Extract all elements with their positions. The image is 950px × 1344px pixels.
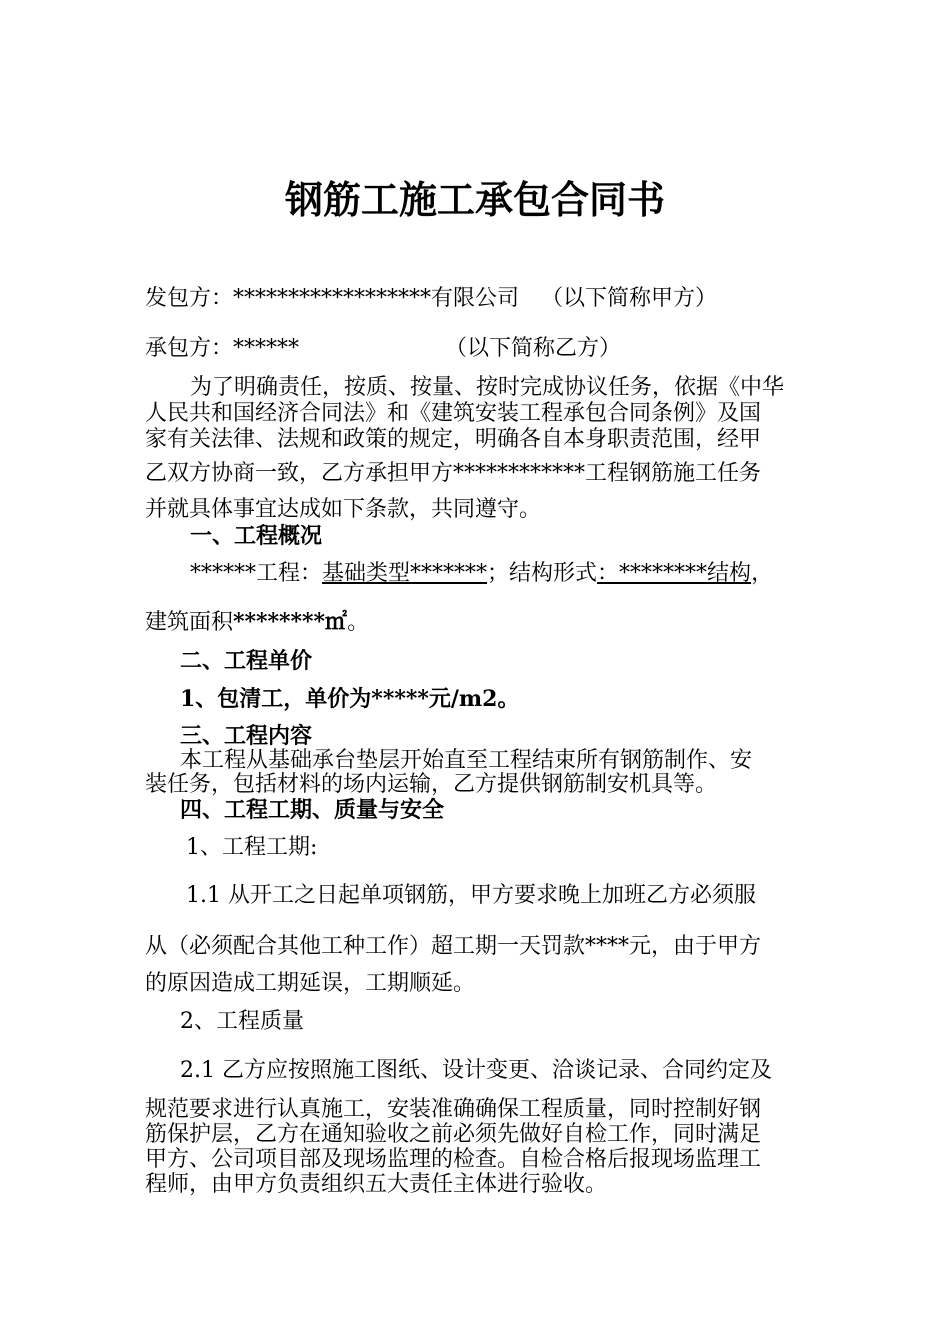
foundation-type: 基础类型******* — [322, 561, 488, 586]
quality-line: 甲方、公司项目部及现场监理的检查。自检合格后报现场监理工 — [145, 1147, 762, 1172]
structure-label: ；结构形式 — [487, 561, 598, 586]
punctuation: 。 — [347, 610, 370, 635]
schedule-line: 从（必须配合其他工种工作）超工期一天罚款****元，由于甲方 — [145, 934, 762, 959]
section-heading: 三、工程内容 — [180, 723, 313, 749]
quality-line: 程师，由甲方负责组织五大责任主体进行验收。 — [145, 1172, 608, 1197]
project-name: ******工程： — [190, 561, 323, 586]
schedule-line: 的原因造成工期延误，工期顺延。 — [145, 971, 476, 996]
party-a-name: ******************有限公司 — [233, 286, 520, 311]
subsection-title: 1、工程工期: — [186, 835, 318, 860]
content-line: 本工程从基础承台垫层开始直至工程结束所有钢筋制作、安 — [180, 748, 753, 773]
party-b-line — [145, 335, 299, 363]
quality-line: 2.1 乙方应按照施工图纸、设计变更、洽谈记录、合同约定及 — [180, 1058, 772, 1083]
quality-line: 规范要求进行认真施工，安装准确确保工程质量，同时控制好钢 — [145, 1097, 762, 1122]
project-overview-line — [190, 560, 773, 588]
quality-line: 筋保护层，乙方在通知验收之前必须先做好自检工作，同时满足 — [145, 1122, 762, 1147]
building-area-value: ********㎡ — [233, 609, 348, 635]
unit-price-item: 1、包清工，单价为*****元/m2。 — [180, 686, 520, 712]
party-a-label: 发包方： — [145, 286, 234, 311]
party-b-name: ****** — [233, 336, 300, 361]
subsection-title: 2、工程质量 — [180, 1009, 304, 1034]
content-line: 装任务，包括材料的场内运输，乙方提供钢筋制安机具等。 — [145, 772, 718, 797]
party-a-line — [145, 285, 717, 313]
preamble-line: 乙双方协商一致，乙方承担甲方************工程钢筋施工任务 — [145, 461, 762, 486]
document-title: 钢筋工施工承包合同书 — [284, 177, 665, 222]
preamble-line: 人民共和国经济合同法》和《建筑安装工程承包合同条例》及国 — [145, 401, 762, 426]
preamble-line: 为了明确责任，按质、按量、按时完成协议任务，依据《中华 — [190, 375, 785, 400]
section-heading: 四、工程工期、质量与安全 — [180, 797, 445, 823]
section-heading: 二、工程单价 — [180, 648, 313, 674]
building-area-label: 建筑面积 — [145, 610, 234, 635]
preamble-line: 并就具体事宜达成如下条款，共同遵守。 — [145, 497, 542, 522]
party-a-abbr: （以下简称甲方） — [541, 286, 718, 311]
structure-type: ：********结构 — [597, 561, 752, 586]
party-b-abbr: （以下简称乙方） — [445, 336, 622, 361]
schedule-line: 1.1 从开工之日起单项钢筋，甲方要求晚上加班乙方必须服 — [186, 883, 756, 908]
party-b-label: 承包方： — [145, 336, 234, 361]
preamble-line: 家有关法律、法规和政策的规定，明确各自本身职责范围，经甲 — [145, 427, 762, 452]
building-area-line — [145, 608, 369, 637]
punctuation: ， — [751, 561, 774, 586]
section-heading: 一、工程概况 — [190, 523, 323, 549]
